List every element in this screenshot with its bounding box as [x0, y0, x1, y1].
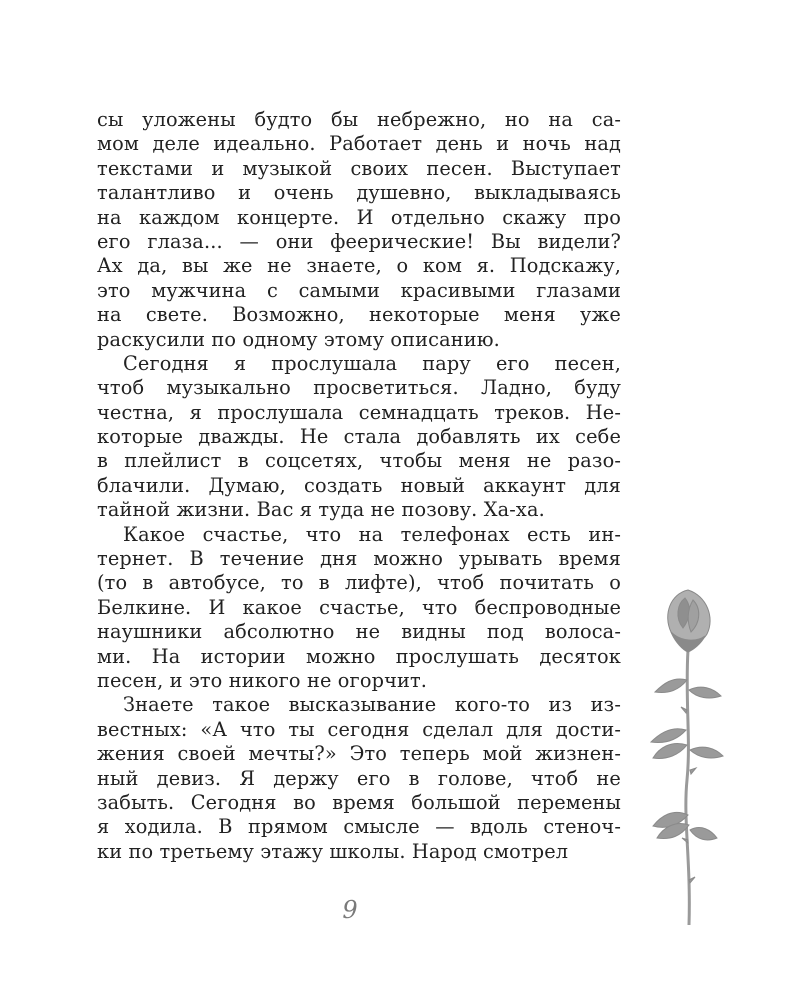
paragraph [97, 352, 621, 523]
text-line: тайной жизни. Вас я туда не позову. Ха-ха. [97, 498, 545, 522]
text-line: тернет. В течение дня можно урывать время [97, 547, 621, 571]
text-line: ки по третьему этажу школы. Народ смотрел [97, 839, 569, 863]
paragraph [97, 693, 621, 864]
text-line: наушники абсолютно не видны под волоса- [97, 620, 621, 644]
rose-icon [625, 580, 745, 930]
text-line: мом деле идеально. Работает день и ночь над [97, 132, 621, 156]
text-line: жения своей мечты?» Это теперь мой жизнен- [97, 742, 621, 766]
text-line: ми. На истории можно прослушать десяток [97, 644, 621, 668]
page-number: 9 [342, 896, 358, 924]
paragraph [97, 523, 621, 694]
text-line: вестных: «А что ты сегодня сделал для дости- [97, 717, 621, 741]
text-line: это мужчина с самыми красивыми глазами [97, 278, 621, 302]
text-line: сы уложены будто бы небрежно, но на са- [97, 108, 621, 131]
text-line: Ах да, вы же не знаете, о ком я. Подскажу, [97, 254, 621, 278]
text-line: я ходила. В прямом смысле — вдоль стеноч- [97, 815, 621, 839]
text-line: текстами и музыкой своих песен. Выступает [97, 156, 621, 180]
text-line: песен, и это никого не огорчит. [97, 668, 428, 692]
text-line: Знаете такое высказывание кого-то из из- [123, 693, 621, 717]
text-line: его глаза... — они феерические! Вы видели? [97, 229, 621, 253]
text-line: забыть. Сегодня во время большой перемены [97, 790, 621, 814]
text-line: Белкине. И какое счастье, что беспроводные [97, 595, 621, 619]
text-line: чтоб музыкально просветиться. Ладно, буду [97, 376, 621, 400]
text-line: Сегодня я прослушала пару его песен, [123, 351, 621, 375]
text-line: блачили. Думаю, создать новый аккаунт для [97, 473, 621, 497]
text-line: Какое счастье, что на телефонах есть ин- [123, 522, 621, 546]
text-line: которые дважды. Не стала добавлять их себе [97, 425, 621, 449]
body-text [97, 108, 621, 864]
paragraph [97, 108, 621, 352]
text-line: в плейлист в соцсетях, чтобы меня не разо- [97, 449, 621, 473]
text-line: на свете. Возможно, некоторые меня уже [97, 303, 621, 327]
text-line: ный девиз. Я держу его в голове, чтоб не [97, 766, 621, 790]
text-line: (то в автобусе, то в лифте), чтоб почитать о [97, 571, 621, 595]
text-line: на каждом концерте. И отдельно скажу про [97, 205, 621, 229]
text-line: талантливо и очень душевно, выкладываясь [97, 181, 621, 205]
text-line: раскусили по одному этому описанию. [97, 327, 500, 351]
text-line: честна, я прослушала семнадцать треков. Не- [97, 400, 621, 424]
